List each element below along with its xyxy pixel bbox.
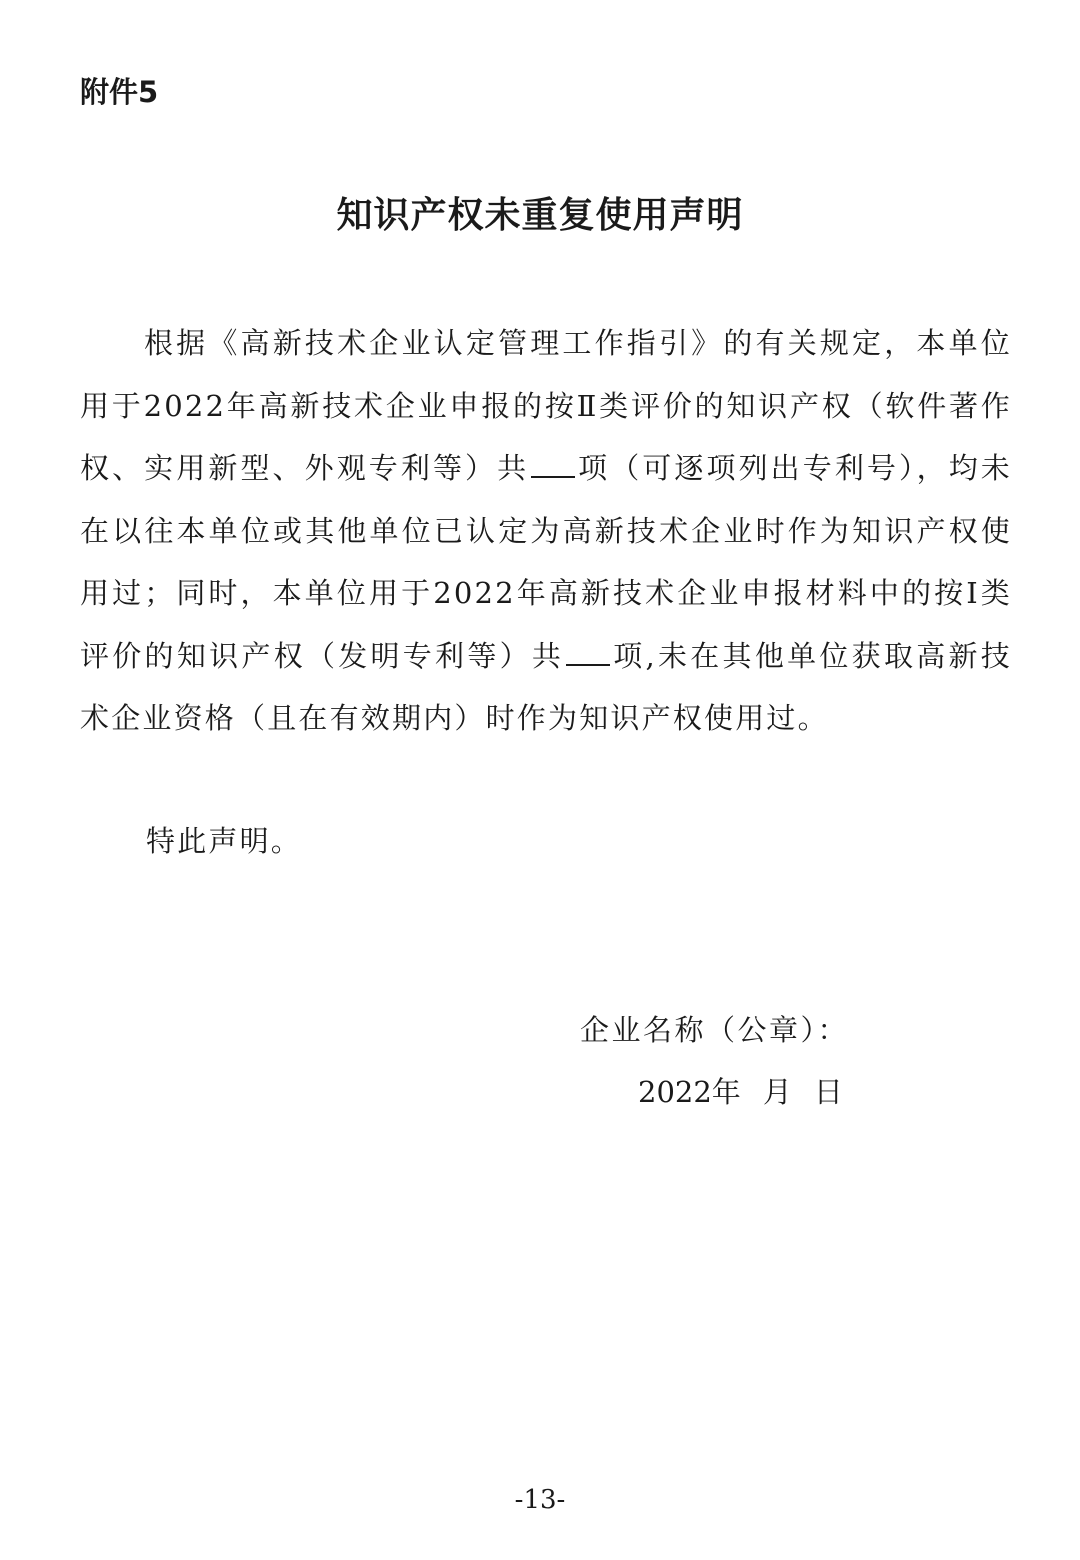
blank-count-field-class-i: [566, 638, 610, 666]
signature-date: [638, 1062, 843, 1122]
date-year: 2022年: [638, 1075, 741, 1109]
closing-statement: 特此声明。: [146, 824, 303, 858]
attachment-label: 附件5: [80, 75, 159, 109]
company-seal-label: 企业名称（公章）：: [580, 1013, 850, 1047]
declaration-paragraph: [80, 312, 1012, 750]
date-day: 日: [813, 1075, 843, 1109]
date-month: 月: [762, 1075, 792, 1109]
document-title: 知识产权未重复使用声明: [336, 194, 744, 236]
paragraph-part-2: 项（可逐项列出专利号），均未在以往本单位或其他单位已认定为高新技术企业时作为知识产权使用过；同时，本单位用于2022年高新技术企业申报材料中的按Ⅰ类评价的知识产权（发明专利等）共: [80, 451, 1012, 673]
blank-count-field-class-ii: [531, 450, 575, 478]
page-number: -13-: [514, 1485, 566, 1515]
paragraph-part-3: 项,未在其他单位获取高新技术企业资格（且在有效期内）时作为知识产权使用过。: [80, 638, 1012, 735]
paragraph-part-1: 根据《高新技术企业认定管理工作指引》的有关规定，本单位用于2022年高新技术企业申报的按Ⅱ类评价的知识产权（软件著作权、实用新型、外观专利等）共: [80, 326, 1012, 485]
